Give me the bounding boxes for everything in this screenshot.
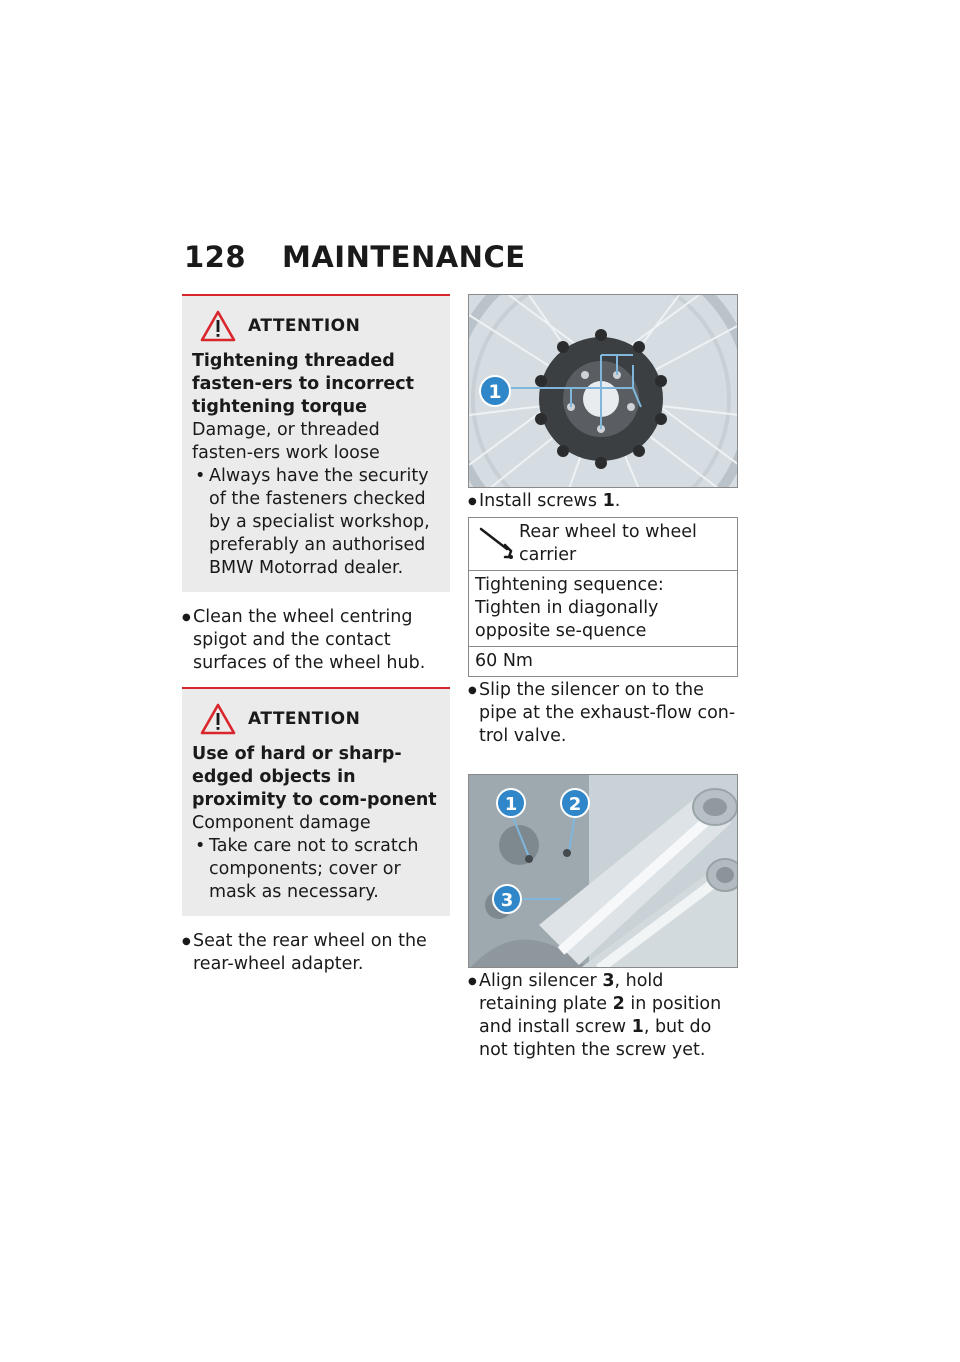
instruction-list	[182, 606, 450, 675]
instruction-list	[468, 490, 738, 513]
part-reference: 1	[602, 491, 615, 511]
right-column	[468, 294, 738, 1062]
attention-action: • Take care not to scratch components; cover or mask as necessary.	[192, 835, 440, 904]
page-header	[184, 240, 526, 274]
warning-triangle-icon	[200, 310, 236, 342]
instruction-step: ● Clean the wheel centring spigot and the contact surfaces of the wheel hub.	[182, 606, 450, 675]
figure-callout: 1	[488, 381, 502, 403]
torque-sequence: Tightening sequence: Tighten in diagonally opposite se-quence	[469, 570, 737, 646]
attention-label: ATTENTION	[248, 315, 361, 336]
figure-callout: 2	[568, 794, 582, 815]
attention-actions	[192, 835, 440, 904]
torque-item-label: Rear wheel to wheel carrier	[519, 522, 697, 565]
page-number: 128	[184, 240, 247, 274]
torque-wrench-icon	[475, 521, 517, 563]
instruction-list	[468, 679, 738, 748]
attention-header	[192, 703, 440, 735]
left-column	[182, 294, 450, 976]
attention-consequence: Damage, or threaded fasten-ers work loose	[192, 420, 380, 463]
section-title: MAINTENANCE	[282, 240, 526, 274]
attention-title: Use of hard or sharp-edged objects in proximity to com-ponent	[192, 744, 437, 810]
torque-spec-table	[468, 517, 738, 677]
torque-value: 60 Nm	[469, 646, 737, 676]
instruction-step: ● Install screws 1.	[468, 490, 738, 513]
instruction-list	[468, 970, 738, 1062]
instruction-step: ● Slip the silencer on to the pipe at the exhaust-flow con-trol valve.	[468, 679, 738, 748]
attention-label: ATTENTION	[248, 708, 361, 729]
part-reference: 2	[612, 994, 625, 1014]
warning-triangle-icon	[200, 703, 236, 735]
torque-spec-item-row	[469, 518, 737, 570]
attention-actions	[192, 465, 440, 580]
silencer-illustration	[469, 775, 738, 968]
instruction-step: ● Align silencer 3, hold retaining plate 2 in position and install screw 1, but do not tighten the screw yet.	[468, 970, 738, 1062]
instruction-list	[182, 930, 450, 976]
attention-box-scratch	[182, 687, 450, 916]
rear-wheel-hub-figure	[468, 294, 738, 488]
figure-callout: 3	[500, 890, 514, 911]
attention-consequence: Component damage	[192, 813, 371, 833]
figure-callout: 1	[504, 794, 518, 815]
wheel-hub-illustration	[469, 295, 738, 488]
attention-action: • Always have the security of the fasteners checked by a specialist workshop, preferably an authorised BMW Motorrad dealer.	[192, 465, 440, 580]
part-reference: 3	[602, 971, 615, 991]
part-reference: 1	[631, 1017, 644, 1037]
attention-header	[192, 310, 440, 342]
attention-title: Tightening threaded fasten-ers to incorrect tightening torque	[192, 351, 415, 417]
attention-box-torque	[182, 294, 450, 592]
silencer-figure	[468, 774, 738, 968]
instruction-step: ● Seat the rear wheel on the rear-wheel adapter.	[182, 930, 450, 976]
